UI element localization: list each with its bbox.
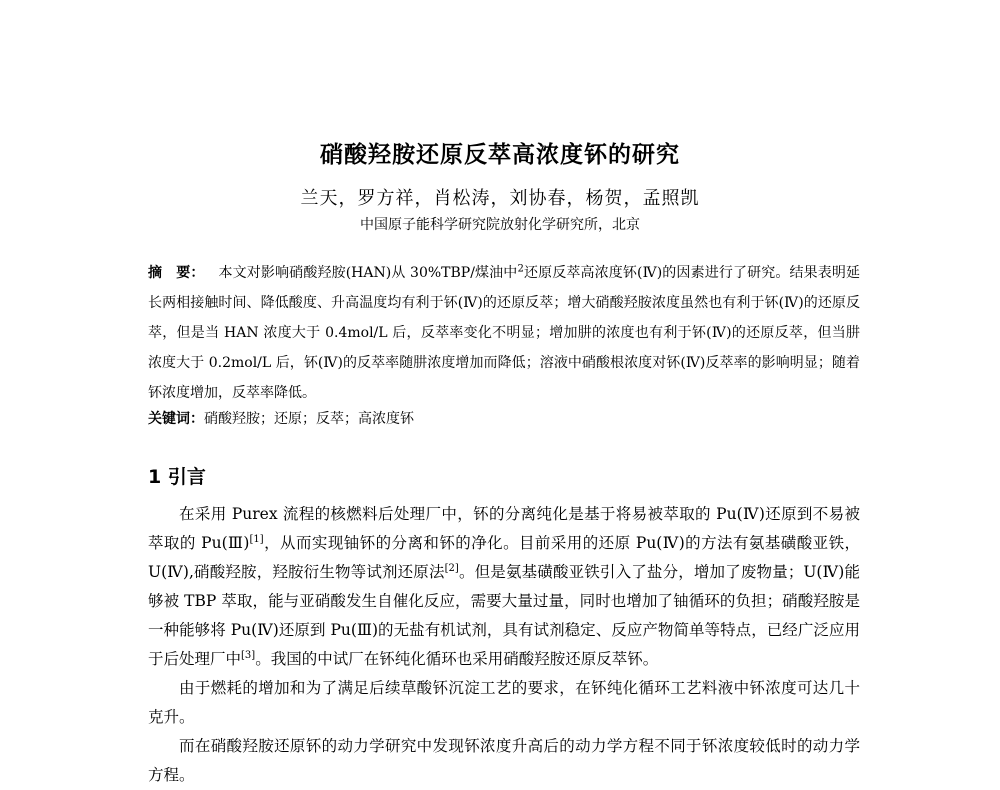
keywords-text: 硝酸羟胺；还原；反萃；高浓度钚 <box>204 411 414 427</box>
author-list: 兰天，罗方祥，肖松涛，刘协春，杨贺，孟照凯 <box>300 188 700 209</box>
paragraph-1-part-c: 。但是氨基磺酸亚铁引入了盐分，增加了废物量；U(Ⅳ)能够被 TBP 萃取，能与亚硝酸发生自催化反应，需要大量过量，同时也增加了铀循环的负担；硝酸羟胺是一种能够将 Pu(Ⅳ)还原到 Pu(Ⅲ)的无盐有机试剂，具有试剂稳定、反应产物简单等特点，已经广泛应用于后处理厂中 <box>148 563 860 668</box>
citation-1[interactable]: [1] <box>249 533 264 545</box>
paragraph-1 <box>148 500 860 674</box>
citation-3[interactable]: [3] <box>241 649 256 661</box>
keywords <box>148 408 860 428</box>
affiliation: 中国原子能科学研究院放射化学研究所，北京 <box>360 217 640 233</box>
abstract-superscript: 2 <box>517 263 524 275</box>
paragraph-1-part-a: 在采用 Purex 流程的核燃料后处理厂中，钚的分离纯化是基于将易被萃取的 Pu(Ⅳ)还原到不易被萃取的 Pu(Ⅲ) <box>148 505 860 552</box>
abstract <box>148 258 860 408</box>
section-heading-introduction: 1 引言 <box>148 466 206 488</box>
keywords-label: 关键词： <box>148 411 204 427</box>
paragraph-1-part-d: 。我国的中试厂在钚纯化循环也采用硝酸羟胺还原反萃钚。 <box>255 650 659 668</box>
abstract-label: 摘 要： <box>148 265 205 281</box>
abstract-text-post: 还原反萃高浓度钚(Ⅳ)的因素进行了研究。结果表明延长两相接触时间、降低酸度、升高温度均有利于钚(Ⅳ)的还原反萃；增大硝酸羟胺浓度虽然也有利于钚(Ⅳ)的还原反萃，但是当 HAN 浓度大于 0.4mol/L 后，反萃率变化不明显；增加肼的浓度也有利于钚(Ⅳ)的还原反萃，但当肼浓度大于 0.2mol/L 后，钚(Ⅳ)的反萃率随肼浓度增加而降低；溶液中硝酸根浓度对钚(Ⅳ)反萃率的影响明显；随着钚浓度增加，反萃率降低。 <box>148 265 861 401</box>
body-text <box>148 500 860 790</box>
paragraph-3: 而在硝酸羟胺还原钚的动力学研究中发现钚浓度升高后的动力学方程不同于钚浓度较低时的动力学方程。 <box>148 737 860 784</box>
paper-title: 硝酸羟胺还原反萃高浓度钚的研究 <box>320 142 680 168</box>
abstract-text-pre: 本文对影响硝酸羟胺(HAN)从 30%TBP/煤油中 <box>218 265 518 281</box>
paragraph-2: 由于燃耗的增加和为了满足后续草酸钚沉淀工艺的要求，在钚纯化循环工艺料液中钚浓度可达几十克升。 <box>148 679 860 726</box>
citation-2[interactable]: [2] <box>444 562 459 574</box>
paragraph-1-part-b: ，从而实现铀钚的分离和钚的净化。目前采用的还原 Pu(Ⅳ)的方法有氨基磺酸亚铁，U(Ⅳ),硝酸羟胺，羟胺衍生物等试剂还原法 <box>148 534 860 581</box>
